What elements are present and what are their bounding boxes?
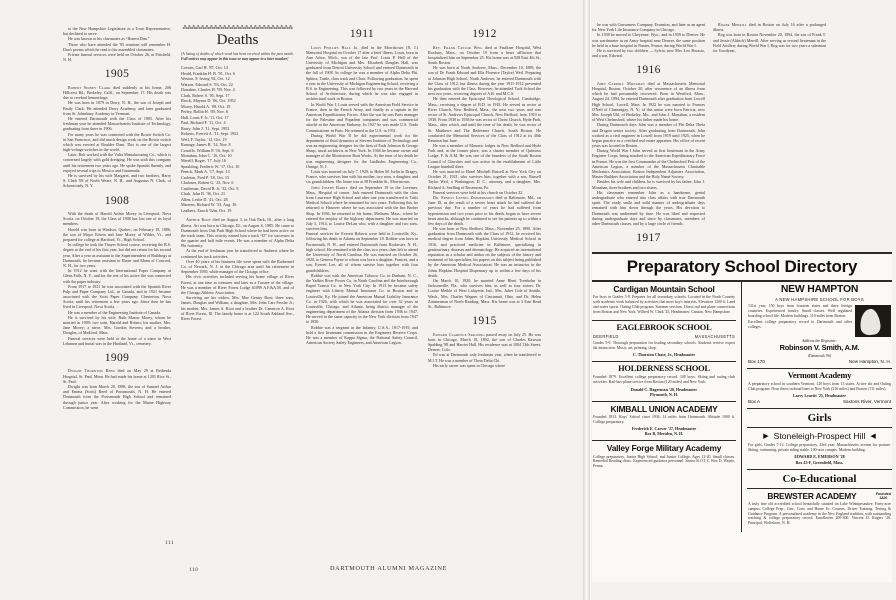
ad-heading: BREWSTER ACADEMY [767,490,857,501]
obituary-text: During Dartmouth days John was a member of Phi Delta Theta and Dragon senior society. After graduating from Dartmouth, John worked as a civil engineer in Lowell from 1919 until 1925, when he began practice as a certified real estate appraiser. His office of recent years was located in Boston. [592,122,705,149]
obituary-paragraph [428,352,541,362]
ad-body [593,455,735,469]
obituary-paragraph [63,211,171,227]
deceased-name: Dwight Thornton Reed [68,368,115,374]
ad-signature-line-1: Larry Leavitt '25, Headmaster [792,393,847,399]
ad-vermont[interactable] [747,369,892,410]
ad-body [748,502,891,526]
obituary-paragraph [428,45,541,66]
ad-newhampton[interactable] [747,282,892,369]
obituary-text: Robbie was a sergeant in the Infantry, U.S.A., 1917-1919, and held a first lieutenant commission in the Engineers Reserve Corps. He was a member of Kappa Sigma, the National Safety Council, American Society Safety Engineers, and American Legion. [306,324,418,346]
ad-headmaster-name: Robinson V. Smith, A.M. [779,343,860,353]
ad-holderness[interactable] [592,362,736,402]
ad-heading: Cardigan Mountain School [613,284,715,295]
death-list-item: Hall, Louis F. Jr. '11, Oct. 17 [181,114,229,120]
obituary-text: He was a member of the Engineering Institute of Canada. [68,309,162,315]
death-list-item: Ramage, James B. '14, Nov. 8 [181,142,231,148]
ad-eaglebrook[interactable] [592,321,736,362]
obituary-paragraph [428,65,541,96]
ad-stoneleigh[interactable] [747,428,892,469]
ad-headmaster-class: (Dartmouth '06) [807,353,832,358]
death-list-item: Castleman, David R. Jr. '32, Oct. 8 [181,185,239,191]
death-list-item: Weil, F. Taylor, '12, Oct. 19 [181,136,227,142]
death-list-item: Leathers, Enoch '02m, Oct. 19 [181,207,232,213]
deaths-note-close: ] [287,56,289,61]
year-heading: 1908 [104,194,130,207]
obituary-text: At the end of freshman year he transferred to Amherst where he continued his track activities. [181,248,294,259]
obituary-paragraph [428,195,541,226]
obituary-text: Funeral services were held at the home of a niece in West Lebanon and burial was in the Hartland, Vt., cemetery. [63,335,171,346]
ad-cardigan[interactable] [592,282,736,321]
obituary-paragraph [63,100,171,116]
obituary-text: Private funeral services were held on October 26, at Pittsfield, N. H. [63,51,171,63]
obituary-text: Surviving are his widow, Mrs. Mae Gentry Root; three sons, James, Douglas and William; a daughter, Mrs. John Carr Fessler Jr.; his mother, Mrs. James A. Root and a brother Dr. Cameron A. Root of River Forest, Ill. The family home is at 122 South Ashland Ave., River Forest. [181,295,294,321]
death-list-item: Corwin, Carl H. '87, Oct. 14 [181,65,228,71]
obituary-paragraph [592,179,705,189]
deaths-note-bold: Full notices may appear in this issue or may appear in a later number [181,56,288,61]
arrow-right-icon: ▶ [763,433,769,441]
ad-signature-line-2: Box B, Meriden, N. H. [644,431,684,437]
ad-body-text: 131st year, 150 boys from fourteen states and three foreign countries. Experienced faculty. Small classes. Well regulated boarding school life. Modern buildings. 110 miles from Boston. [748,304,852,319]
preparatory-school-directory [592,252,892,582]
obituary-text: He is survived by his wife Margaret, and two brothers, Harry S. Clark '08 of North Weare, N. H., and Augustus N. Clark, of Schenectady, N. Y. [63,173,171,189]
obituary-column-6 [713,22,826,237]
obituary-paragraph [63,42,171,52]
obituary-text: His classmates remember John as a handsome, genial undergraduate who entered into class affairs with true Dartmouth spirit. The ready smile and mild manner of undergraduate days remained with him down through the years. His devotion to Dartmouth was undimmed by time. He was liked and respected during undergraduate days and since by classmates, members of other Dartmouth classes, and by a large circle of friends. [592,189,705,226]
ad-heading: KIMBALL UNION ACADEMY [610,403,718,414]
obituary-text: He entered Dartmouth with the Class of 1905. After his freshman year he attended Massachusetts Institute of Technology, graduating from there in 1906. [63,115,171,132]
ad-signature-line-1: Frederick E. Carver '27, Headmaster [631,426,697,432]
obituary-text: Louis was married on July 7, 1920, to Helen M. Iselin in Dragey, France, who survives him with his mother, two sons, a daughter, and six grandchildren. His home was at 58 Franklin St., Morristown. [306,169,418,185]
deaths-ornament-rule: ⁂⁂⁂⁂⁂⁂⁂⁂⁂⁂⁂⁂⁂⁂⁂⁂⁂⁂⁂⁂⁂⁂⁂⁂⁂ [182,26,293,31]
death-list-item: Brock, Maynor D. '06, Oct. 1952 [181,98,236,104]
directory-title: Preparatory School Directory [626,256,858,276]
year-heading: 1916 [636,64,661,77]
ad-body-text: College preparatory, Junior High School, and Junior College. Ages 12-20. Small classes. Remedial Reading clinic. Experienced guidance personnel. Senior R.O.T.C. Box D, Wayne, Penna. [593,454,735,469]
ad-body [593,341,735,351]
obituary-text: Dwight was born March 28, 1888, the son of Samuel Arthur and Emma (Scott) Reed of Portsmouth, N. H. He entered Dartmouth from the Portsmouth High School and remained through junior year. After working for the Maine Highway Commission, he went [63,384,171,410]
ad-signature-line-1: Donald C. Hagerman '28, Headmaster [630,386,698,392]
obituary-text: died on August 3, in Oak Park, Ill., after a long illness. Art was born in Chicago, Ill., on August 6, 1885. He came to Dartmouth from Oak Park High School where he had been active on the track team. This activity earned him a track “D” for successes in the quarter and half mile events. He was a member of Alpha Delta Phi fraternity. [181,217,294,249]
ad-signature [593,387,735,397]
obituary-paragraph [63,227,171,243]
ad-heading: NEW HAMPTON [780,284,859,296]
obituary-paragraph [63,336,171,346]
obituary-paragraph [63,52,171,62]
obituary-paragraph [428,96,541,143]
folio-left: 110 [189,567,199,573]
ad-location-state: MASSACHUSETTS [694,334,735,340]
obituary-paragraph [428,143,541,169]
ad-signature [593,426,735,436]
obituary-text: he was with Consumers Company, Evanston, and later as an agent for New York Life Insurance Company in Chicago. [592,22,705,33]
ad-category-cat-coed[interactable]: Co-Educational [747,470,892,489]
deaths-heading: Deaths [216,32,259,48]
obituary-text: During World War I John served as first lieutenant in the Army Engineer Corps, being attached to the American Expeditionary Force in France. He was the first Commander of the Chelmsford Post of the American Legion, a member of the Massachusetts Charitable Mechanics Association, Boston Independent Adjusters Association, Master Builders Association and the Holy Name Society. [592,148,705,180]
ad-heading: HOLDERNESS SCHOOL [618,364,710,374]
obituary-paragraph [428,226,541,278]
obituary-paragraph [306,133,418,169]
obituary-text: In 1938 he moved to Cheyenne, Wyo., and in 1939 to Denver. He was wardmaster in an Army hospital near Denver, the same position he held in a base hospital in Nantes, France, during World War I. [592,32,705,48]
ad-location-row [593,334,735,339]
obituary-paragraph [63,268,171,284]
ad-signature [748,454,891,464]
ad-body-text: Founded 1813. Boys' School since 1936. 14 miles from Dartmouth. Altitude 1000 ft. College preparatory. [593,415,735,424]
ad-signature [748,393,891,398]
death-list-item: Paul, Richard F. '11, Oct. 4 [181,120,226,126]
obituary-text: He is survived by his wife, Ruth Mason Morey, whom he married in 1909; two sons, Harold and Robert; his mother, Mrs. Jane Morey; a niece, Mrs. Gordon Stevens; and a brother, Douglas, of Medford, Mass. [63,314,171,336]
obituary-text: Rog was born in Boston November 20, 1894, the son of Frank T. and Jessie (Aldrich) Merrill. After serving as second lieutenant in the Field Artillery during World War I, Rog was for two years a salesman for Goodyear, [713,32,826,53]
death-list-item: Carleton, Fred P. '18, Oct. 15 [181,174,230,180]
obituary-text: Funeral services were held at his church on October 22. [433,189,524,195]
ad-body-text: For boys in Grades 5-9. Prepares for all secondary schools. Located in the North Country with academic work balanced by activities that meet boy's interests. Elevation 1200 ft. Land and water sports. Outing Club program. Summer sessions. Direct rail and plane connections from Boston and New York. Wilfred W. Clark '25, Headmaster, Canaan, New Hampshire. [593,295,735,314]
year-heading: 1915 [472,315,497,328]
obituary-paragraph [181,295,294,321]
obituary-text: In 1912 he went with the International Paper Company at Glens Falls, N. Y., and for the rest of his active life was connected with the paper industry. [63,268,171,284]
obituary-text: In college he took the Thayer School course, receiving the B.S. degree at the end of his first year, but did not return for his second year. After a year as assistant to the Superintendent of Buildings at Dartmouth, he became assistant to Elmer and Mann of Concord, N. H., for two years. [63,242,171,268]
obituary-paragraph [592,122,705,148]
obituary-text: died in Boston on July 16 after a prolonged illness. [713,22,826,33]
obituary-paragraph [306,102,418,133]
obituary-paragraph [63,132,171,153]
obituary-paragraph [428,278,541,309]
deceased-name: Roger Merrill [718,22,747,27]
death-list-item: Allen, Leslie D. '41, Oct. 28 [181,196,228,202]
obituary-text: On March 10, 1920, he married Anne Rhett Trenholm in Jacksonville, Fla., who survives him, as well as four sisters, Dr. Louise Meikle of West Lafayette, Ind., Mrs. Juliet Cole of Seattle, Wash., Mrs. Charles Wagner of Cincinnati, Ohio, and Dr. Helen Zimmerman of North Reading, Mass. His home was at 3 East Read St., Baltimore. [428,277,541,309]
ad-kimball[interactable] [592,402,736,442]
ad-signature [593,352,735,357]
obituary-paragraph [428,169,541,190]
obituary-paragraph [63,284,171,310]
ad-founded-badge [876,492,891,500]
obituary-text: Robbie was with the American Tobacco Co. in Durham, N. C., the Yadkin River Power Co. in North Carolina and the Interborough Rapid Transit Co. in New York City. In 1913 he became safety engineer with Liberty Mutual Insurance Co. in Boston and in Louisville, Ky. He joined the American Mutual Liability Insurance Co. in 1926, with which he was associated for over 32 years in Louisville, Chicago, and Atlanta, being district manager of the engineering department of the Atlanta division from 1936 to 1947. He served in the same capacity in the New York division from 1947 to 1950. [306,272,418,325]
ad-body-text-2: Excellent college preparatory record to Dartmouth and other colleges. [748,320,852,330]
deaths-list [181,65,294,213]
ad-box-number: Box A [748,399,761,405]
obituary-paragraph [306,185,418,232]
obituary-paragraph [592,190,705,226]
obituary-paragraph [306,273,418,325]
obituary-text: He was married to Hazel Mitchell Russell at New York City on October 21, 1921, who survives him, together with a son, Russell Taylor Weil, a Washington, D. C., attorney, and a daughter, Mrs. Richard A. Snelling of Rosemont, Pa. [428,169,541,190]
obituary-text: Ed was at Dartmouth only freshman year, when he transferred to M.I.T. He was a member of Theta Delta Chi. [428,352,541,363]
ad-address-prompt: Address the Registrar: [801,339,838,344]
obituary-column-4 [428,22,541,531]
death-list-item: Donahue, Charles H. '99, Nov. 4 [181,87,235,93]
obituary-paragraph [428,332,541,353]
ad-mailing-row [748,399,891,404]
obituary-paragraph [63,85,171,101]
obituary-paragraph [592,148,705,179]
ad-body [593,375,735,385]
folio-right: 111 [165,540,175,546]
obituary-paragraph [713,22,826,32]
obituary-paragraph [63,116,171,132]
ad-body [748,382,891,392]
deceased-name: Louis Phillips Hall Jr. [311,44,359,50]
directory-column-left [592,282,742,532]
obituary-paragraph [306,231,418,273]
obituary-paragraph [63,152,171,173]
ad-founded-label: Founded [875,491,891,496]
obituary-text: He then entered the Episcopal Theological School, Cambridge, Mass., receiving a degree of B.D. in 1918. He served as rector at River Church, New Bedford, Mass., the next two years and was rector of St. Andrews Episcopal Church, New Bedford, from 1919 to 1930. From 1930 to 1936 he was rector of Christ Church, Hyde Park, Mass., after which, and until the time of his death, he was rector of St. Matthews and The Redeemer Church, South Boston. He conducted the Memorial Services of the Class of 1912 at its 40th Reunion last June. [428,96,541,143]
obituary-text: Funeral services for Everett Roberts were held in Louisville, Ky., following his death in Atlanta on September 10. Robbie was born in Portsmouth, N. H., and entered Dartmouth from Rochester, N. H., high school. He remained with the class two years, then left to attend the University of North Carolina. He was married on October 26, 1920, to Geneva Payne to whom was born a daughter, Frances, and a son, Everett Lee, all of whom survive him together with four grandchildren. [306,231,418,273]
ad-signature-line-2: Plymouth, N. H. [650,391,678,397]
obituary-text: Over 40 years of his business life were spent with the Rathermel Co. of Newark, N. J. in the Chicago area until his retirement in September 1950, while manager of the Chicago office. [181,258,294,275]
ad-signature-line-2: Box 43-F, Greenfield, Mass. [795,459,844,465]
obituary-text: His early career was spent in Chicago where [433,362,506,368]
obituary-paragraph [181,259,294,275]
obituary-paragraph [592,81,705,123]
obituary-paragraph [181,248,294,258]
ad-heading: Valley Forge Military Academy [606,443,722,454]
death-list-item: Merrill, Roger, '17, July 16 [181,158,226,164]
directory-columns [592,282,892,532]
ad-body [593,295,735,314]
obituary-text: In World War I, Louis served with the American Field Service in France, then in the French Army, and finally as a captain in the American Expeditionary Forces. After the war he was Paris manager for the Palestine and Popadent companies and was commercial attaché at the American Embassy. In 1927 he was made U.S. Trade Commissioner in Paris. He returned to the U.S. in 1931. [306,101,418,133]
ad-box-town: New Hampton, N. H. [848,358,891,364]
obituary-text: died suddenly at his home, 206 Hillcrest Rd., Berkeley, Calif., on September 17. His death was due to cerebral hemorrhage. [63,84,171,101]
arrow-left-icon: ◀ [870,433,876,441]
obituary-paragraph [63,26,171,36]
directory-column-right [742,282,892,532]
death-list-item: Heald, Franklin H. B. '91, Oct. 6 [181,70,235,76]
obituary-text: Those who have attended the '95 reunions will remember H. Dan's poems which he read to his assembled classmates. [63,41,171,52]
ad-box-number: Box 170 [748,358,765,364]
year-heading: 1909 [104,351,130,364]
death-list-item: Weston, F. Irving '92, Oct. 12 [181,76,230,82]
ad-location-town: DEERFIELD [593,334,619,340]
ad-heading: Stoneleigh-Prospect Hill [773,431,866,442]
obituary-paragraph [713,32,826,53]
ad-tagline: A NEW HAMPSHIRE SCHOOL FOR BOYS [775,297,864,303]
obituary-text: During World War II he did experimental work for the department of fluid dynamics at Stevens Institute of Technology and was an engineering designer for the firm of Eads Johnson & George Sharp, naval architects in New York. In 1946 he became owner and manager of the Morristown Boat Works. At the time of his death he was engineering designer for the Lindholm Engineering Co., Orange, N. J. [306,132,418,169]
death-list-item: Watson, Edward S. '93, Oct. 22 [181,81,233,87]
ad-body [748,443,891,453]
obituary-paragraph [181,274,294,295]
death-list-item: Chaloner, Robert G. '23, Nov. 6 [181,180,234,186]
obituary-text: Later, Bob worked with the Vulta Manufacturing Co., which is concerned largely with gold dredging. He was with this company until his retirement two years ago. He spoke Spanish fluently, and enjoyed several trips to Mexico and Guatemala. [63,152,171,173]
deaths-note-open: [A listing of deaths of which word has been received within the past month. [181,52,294,56]
obituary-column-3 [306,22,418,531]
obituary-text: died at Massachusetts Memorial Hospital, Boston, October 20, after recurrence of an illness from which he had presumably recovered. Born in Westford, Mass., August 24, 1894, he entered Dartmouth after graduation from Lowell High School, Lowell, Mass. In 1922 he was married to Frances O'Neil of Chateaugay, N. Y.; of this union were born Patricia, now Mrs. Joseph Uhl, of Berkeley, Mo., and John J. Monahan, a resident of West Chelmsford, where his father made his home. [592,80,705,123]
death-list-item: Morey, Harold A. '08, Oct. 19 [181,103,231,109]
obituary-text: He was born in 1879 in Derry, N. H., the son of Joseph and Emily Clark. He attended Derry Academy, and later graduated from St. Johnsbury Academy in Vermont. [63,100,171,116]
deaths-column-body [181,217,294,321]
obituary-text: died on September 19 in the Laverner, Mass., Hospital of cancer. Jack entered Dartmouth with the class from Lawrence High School and after one year transferred to Tufts Medical School where he remained for two years. Following this, he returned to Hanover where he was associated with the Inn Barber Shop. In 1936, he returned to his home, Methuen, Mass., where he entered the employ of the highway department. He was married on July 5, 1914, to Louise DeLan who, with a daughter and two sons, survives him. [306,184,418,232]
ad-heading-row [748,431,891,441]
death-list-item: Clark, Robert S. '05, Sept. 17 [181,92,230,98]
deceased-name: Dr. Ernest Lennig Zimmermann [433,194,494,200]
obituary-paragraph [592,48,705,58]
obituary-paragraph [306,169,418,185]
death-list-item: Costello, William P. '16, Sept. 6 [181,147,234,153]
ad-category-cat-girls[interactable]: Girls [747,409,892,428]
obituary-text: For many years he was connected with the Bowie Switch Co. in San Francisco, and did much design work on the Bowie switch which was erected at Boulder Dam. This is one of the largest high-voltage switches in the world. [63,131,171,153]
obituary-paragraph [63,173,171,189]
death-list-item: Spaulding, Frederic W. '17, Oct. 10 [181,163,240,169]
obituary-text: Harold was born in Windsor, Quebec, on February 19, 1886, the son of Major Edwin and Jane Morey of Wilder, Vt., and prepared for college at Hartford, Vt., High School. [63,226,171,242]
year-heading: 1912 [472,28,497,40]
death-list-item: Clark, John B. '36, Oct. 21 [181,191,226,197]
death-list-item: Roberts, Everett A. '11, Sept. 1952 [181,131,239,137]
obituary-text: He is survived by two children — Sylvia, now Mrs. Leo Borasio, and a son, Edward. [592,47,705,59]
obituary-text: died at Baltimore, Md., on June 18, as the result of a severe heart attack he had suffered the previous day. For a number of years he had suffered from hypertension and two years prior to his death, began to have severe heart attacks, although he continued to see his patients up to within a few days of the death. [428,194,541,226]
ad-signature-line-1: C. Thurston Chase, Jr., Headmaster [632,352,696,358]
ad-signature-line-1: EDWARD E. EMERSON '28 [794,454,845,460]
obituary-text: died on May 29 at Bethesda Hospital, St. Paul, Minn. He had made his home at 1201 Rice St., St. Paul. [63,368,172,384]
obituary-text: to the New Hampshire Legislature as a Town Representative, but declined to serve. [63,26,171,37]
death-list-item: Monahan, John C. '16, Oct. 10 [181,153,232,158]
obituary-paragraph [181,217,294,248]
year-heading: 1917 [636,232,661,245]
ad-body-text: Founded 1879. Excellent college preparatory record. 100 boys. Skiing and outing club activities. Rail-bus-plane service from Boston (120 miles) and New York. [593,375,735,385]
obituary-paragraph [63,242,171,268]
ad-founded-year: 1820 [879,495,888,500]
year-heading: 1911 [349,28,375,40]
obituary-text: He was known to his classmates as “Honest Dan.” [68,36,150,42]
obituary-column-5 [592,22,705,245]
deceased-name: Robert Sidney Clark [68,84,111,90]
ad-body [748,304,852,330]
ad-body-with-cut [748,304,891,337]
publication-name: DARTMOUTH ALUMNI MAGAZINE [330,565,448,572]
ad-brewster[interactable] [747,489,892,532]
deceased-name: Arthur Root [186,217,211,223]
obituary-text: He was born at New Bedford, Mass., November 25, 1890. After graduation from Dartmouth with the Class of 1912, he received his medical degree from Johns Hopkins University Medical School in 1916, and practiced medicine in Baltimore, specializing in genitourinary diseases and dermatology. He acquired an international reputation as a scholar and author on the subjects of the history and treatment of his specialties, his papers on this subject being published by the American Medical Association. He was an instructor in the Johns Hopkins Hospital Dispensary up to within a few days of his death. [428,226,541,278]
ad-body-text: For girls, Grades 7-12. College preparatory, 43rd year. Massachusetts avenue for posture. Skiing, swimming, private riding stable. 100-acre campus. Modern building. [748,443,891,453]
obituary-paragraph [306,325,418,346]
school-emblem-icon [855,305,891,337]
deaths-column [181,26,294,531]
deceased-name: John Joseph Barry [311,184,348,190]
obituary-paragraph [63,368,171,384]
ad-valleyforge[interactable] [592,441,736,474]
obituary-paragraph [428,363,541,368]
obituary-text: With the death of Harold Arthur Morey in Liverpool, Nova Scotia, on October 19, the Class of 1908 has lost one of its loyal members. [63,211,171,227]
obituary-paragraph [592,22,705,32]
obituary-paragraph [63,315,171,336]
obituary-text: He was a member of Masonic lodges in New Bedford and Hyde Park and, at the former place, was a charter member of Quitticus Lodge, F. & A.M. He was one of the founders of the South Boston Council of Churches and was active in the establishment of Little League baseball there. [428,143,541,169]
ad-box-town: Saxtons River, Vermont [842,399,891,405]
ad-body-column [748,304,852,331]
death-list-item: Martens, Richard W. '53, Aug. 16 [181,202,237,208]
obituary-text: passed away on July 25. He was born in Chicago, March 18, 1892, the son of Charles Rawson Spalding '88 and Harriet Hall. His residence was at 1004 13th Street, Denver, Colo. [428,331,541,353]
obituary-column-1 [63,26,171,531]
obituary-text: His civic activities included serving his home village of River Forest, at one time as treasurer and later as a Trustee of the village. He was a member of River Forest Lodge #1099 A.F.&A.M. and of the Chicago Athletic Association. [181,274,294,295]
ad-body-text: A preparatory school in southern Vermont. 120 boys from 13 states. Active ski and Outing Club program. Near direct railroad lines to New York (216 miles) and Boston (111 miles). [748,382,891,391]
ad-body-text: A truly fine old accredited school beautifully situated on Lake Winnipesaukee. Forty-acre campus. College Prep., Gen., Com. and Home Ec. Courses. Driver Training. Testing & Guidance Program. A personalized academy in the New England tradition, with outstanding teaching & college preparatory record. Enrollment 200-300. Vincent D. Rogers '26, Principal, Wolfeboro, N. H. [748,501,891,526]
ad-mailing-row [748,359,891,364]
obituary-paragraph [63,384,171,410]
obituary-text: died in the Morristown (N. J.) Memorial Hospital on October 17 after a brief illness. Louis, born in Ann Arbor, Mich., son of the late Prof. Louis P. Hall of the University of Michigan and Mrs. Elizabeth Douglas Hall, was graduated from Detroit University School and entered Dartmouth in the fall of 1908. In college he was a member of Alpha Delta Phi, Sphinx, Tuttle, class track and Choir. Following graduation, he spent a year in the University of Michigan Engineering School, receiving a B.S. in Engineering. This was followed by two years in the Harvard School of Architecture, during which he was also engaged in architectural work in Boston. [306,44,418,102]
obituary-text: He was born at North Andover, Mass., December 10, 1889, the son of Dr. Frank Edward and Ella Florence (Taylor) Weil. Preparing at Johnson High School, North Andover, he entered Dartmouth with the Class of 1912, but illness during the year 1911-1912 prevented his graduation with the Class. However, he attended Tuck School the next two years, receiving degrees of A.B. and M.C.S. [428,65,541,97]
death-list-item: Penick, Mark A. '17, Sept. 13 [181,169,230,175]
deceased-name: Edward Clarence Spalding [433,331,485,337]
deceased-name: John Carroll Monahan [597,80,645,86]
obituary-text: From 1917 to 1921 he was associated with the Spanish River Pulp and Paper Company Ltd., in Canada, and in 1921 became associated with the Scott Paper Company, Chesterton, Nova Scotia, until his retirement a few years ago. Since then he has lived in Liverpool, Nova Scotia. [63,283,171,310]
ad-heading: EAGLEBROOK SCHOOL [616,323,712,333]
obituary-text: Besides his wife and children, he is survived by his father, John J. Monahan, three brothers and two sisters. [592,179,705,190]
death-list-item: Barry, John J. '11, Sept. 1952 [181,125,230,131]
death-list-item: Perley, Rollin H. '09, Nov. 6 [181,109,228,115]
obituary-paragraph [592,32,705,48]
ad-heading: Vermont Academy [787,370,852,380]
year-heading: 1905 [104,68,130,81]
deceased-name: Rev. Frank Taylor Weil [433,44,483,50]
directory-top-rule [592,252,892,254]
deaths-note [181,52,294,61]
ad-body-text: Grades 5-9. Thorough preparation for leading secondary schools. Students receive expert ski instruction. Music, art, printing, shop. [593,340,735,350]
obituary-paragraph [306,45,418,102]
ad-body [593,415,735,425]
obituary-text: died at Faulkner Hospital, West Roxbury, Mass., on October 19 from a heart affliction that hospitalized him on September 25. His home was at 928 East 4th St., South Boston. [428,44,541,66]
